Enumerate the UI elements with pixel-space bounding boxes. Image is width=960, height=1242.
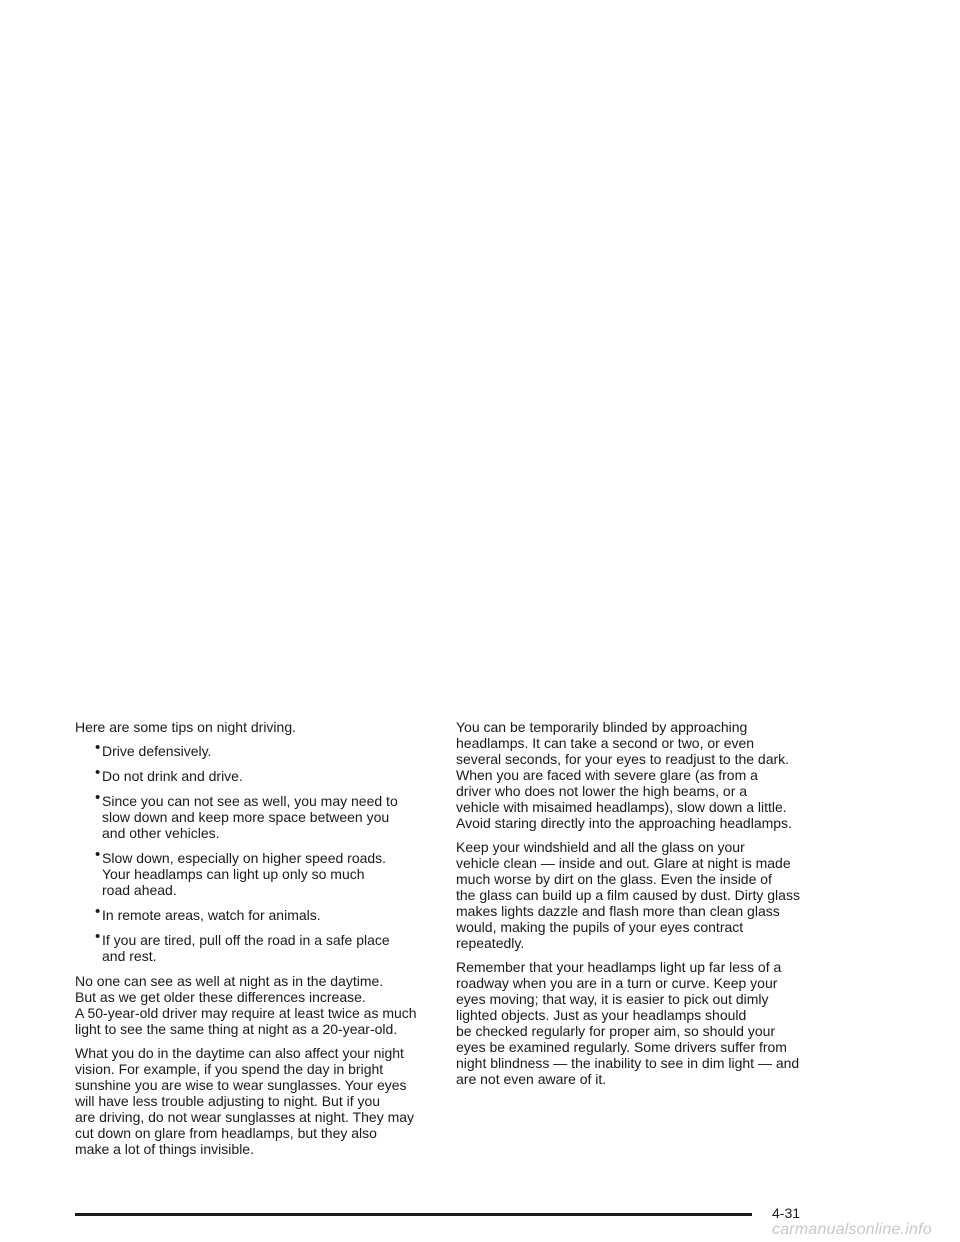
list-item: [75, 928, 445, 964]
bullet-icon: •: [95, 903, 101, 920]
list-item: [75, 739, 445, 759]
footer-divider: [75, 1213, 752, 1216]
list-item: [75, 764, 445, 784]
list-item: [75, 789, 445, 841]
list-item-text: Do not drink and drive.: [102, 768, 243, 784]
body-paragraph: Keep your windshield and all the glass on your vehicle clean — inside and out. Glare at night is made much worse by dirt on the glass. Even the inside of the glass can build up a film caused by dust. Dirty glass makes lights dazzle and flash more than clean glass would, making the pupils of your eyes contract repeatedly.: [456, 839, 800, 951]
list-item-text: Drive defensively.: [102, 743, 212, 759]
list-item-text: Slow down, especially on higher speed roads. Your headlamps can light up only so much road ahead.: [102, 850, 387, 898]
watermark: carmanualsonline.info: [772, 1221, 932, 1238]
bullet-icon: •: [95, 789, 101, 806]
body-paragraph: Remember that your headlamps light up far less of a roadway when you are in a turn or curve. Keep your eyes moving; that way, it is easier to pick out dimly lighted objects. Just as your headlamps should be checked regularly for proper aim, so should your eyes be examined regularly. Some drivers suffer from night blindness — the inability to see in dim light — and are not even aware of it.: [456, 959, 800, 1087]
bullet-icon: •: [95, 928, 101, 945]
intro-paragraph: Here are some tips on night driving.: [75, 719, 296, 735]
list-item-text: If you are tired, pull off the road in a safe place and rest.: [102, 932, 390, 964]
bullet-icon: •: [95, 764, 101, 781]
body-paragraph: No one can see as well at night as in the daytime. But as we get older these differences increase. A 50-year-old driver may require at least twice as much light to see the same thing at night as a 20-year-old.: [75, 973, 417, 1037]
list-item: [75, 846, 445, 898]
bullet-icon: •: [95, 739, 101, 756]
page-number: 4-31: [772, 1205, 801, 1221]
list-item-text: Since you can not see as well, you may need to slow down and keep more space between you and other vehicles.: [102, 793, 398, 841]
left-column: [75, 719, 445, 1165]
bullet-icon: •: [95, 846, 101, 863]
right-column: [456, 719, 826, 1095]
list-item: [75, 903, 445, 923]
list-item-text: In remote areas, watch for animals.: [102, 907, 321, 923]
body-paragraph: What you do in the daytime can also affect your night vision. For example, if you spend the day in bright sunshine you are wise to wear sunglasses. Your eyes will have less trouble adjusting to night. But if you are driving, do not wear sunglasses at night. They may cut down on glare from headlamps, but they also make a lot of things invisible.: [75, 1045, 415, 1157]
night-driving-tips-list: [75, 739, 445, 964]
body-paragraph: You can be temporarily blinded by approaching headlamps. It can take a second or two, or even several seconds, for your eyes to readjust to the dark. When you are faced with severe glare (as from a driver who does not lower the high beams, or a vehicle with misaimed headlamps), slow down a little. Avoid staring directly into the approaching headlamps.: [456, 719, 792, 831]
